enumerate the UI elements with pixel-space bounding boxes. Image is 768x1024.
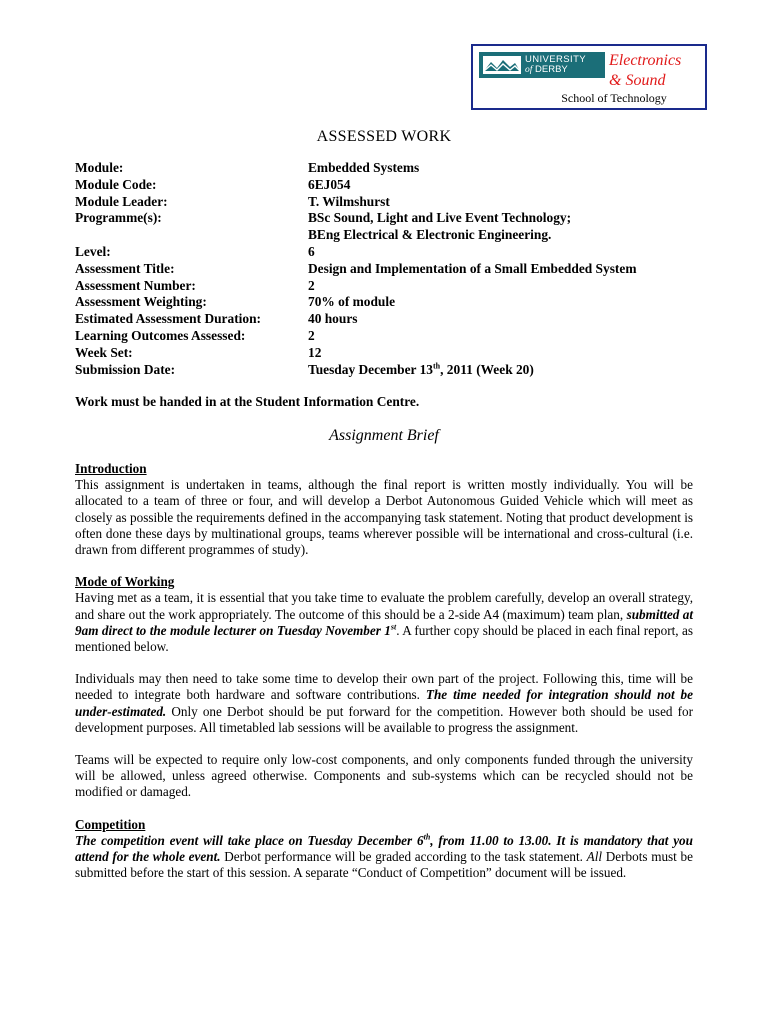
dept-line2: & Sound bbox=[609, 72, 666, 89]
meta-label: Assessment Title: bbox=[75, 260, 175, 276]
meta-row-submission-date bbox=[75, 362, 715, 379]
meta-label: Module Leader: bbox=[75, 193, 168, 209]
meta-row-learning-outcomes bbox=[75, 328, 715, 345]
text-run: . A further copy should be placed in each final report, as mentioned below. bbox=[75, 622, 693, 655]
emphasis-text: The time needed for integration should not be under-estimated. bbox=[75, 687, 693, 719]
paragraph bbox=[75, 590, 693, 655]
meta-value bbox=[308, 362, 715, 379]
meta-row-assessment-weighting bbox=[75, 294, 715, 311]
submission-date-text: Tuesday December 13 bbox=[308, 361, 433, 377]
module-details bbox=[75, 160, 715, 378]
paragraph: This assignment is undertaken in teams, although the final report is written mostly individually. You will be allocated to a team of three or four, and will develop a Derbot Autonomous Guided Vehicle which will meet as closely as possible the requirements defined in the accompanying task statement. Noting that product development is often done these days by multinational groups, teams wherever possible will be international and cross-cultural (i.e. drawn from different programmes of study). bbox=[75, 477, 693, 558]
meta-value: 12 bbox=[308, 344, 322, 360]
meta-label: Module Code: bbox=[75, 176, 157, 192]
university-line1: UNIVERSITY bbox=[525, 54, 587, 65]
emphasis-text: submitted at 9am direct to the module lecturer on Tuesday November 1 bbox=[75, 606, 693, 638]
section-components bbox=[75, 752, 693, 801]
university-logo bbox=[479, 52, 605, 78]
meta-row-level bbox=[75, 244, 715, 261]
assignment-brief-title: Assignment Brief bbox=[329, 427, 439, 444]
meta-value: BSc Sound, Light and Live Event Technology; bbox=[308, 210, 572, 226]
paragraph: Teams will be expected to require only low-cost components, and only components funded through the university will be allowed, unless agreed otherwise. Components and sub-systems which can be recycled should not be modified or damaged. bbox=[75, 752, 693, 800]
header-logo-box bbox=[471, 44, 707, 110]
paragraph bbox=[75, 833, 693, 882]
school-name: School of Technology bbox=[561, 91, 667, 105]
text-run: Derbots must be submitted before the start of this session. A separate “Conduct of Competition” document will be issued. bbox=[75, 849, 693, 881]
meta-row-module bbox=[75, 160, 715, 177]
section-heading: Mode of Working bbox=[75, 574, 175, 590]
meta-label: Assessment Number: bbox=[75, 277, 196, 293]
university-wordmark bbox=[525, 55, 586, 75]
university-of: of bbox=[525, 65, 533, 75]
meta-label: Learning Outcomes Assessed: bbox=[75, 327, 246, 343]
section-heading: Introduction bbox=[75, 461, 147, 476]
section-integration bbox=[75, 671, 693, 736]
department-name bbox=[609, 51, 701, 91]
university-line2 bbox=[525, 65, 586, 75]
derby-mountain-icon bbox=[483, 56, 521, 74]
emphasis-text: All bbox=[586, 849, 603, 865]
section-mode-of-working bbox=[75, 574, 693, 655]
page-title: ASSESSED WORK bbox=[316, 128, 452, 145]
emphasis-text: , from 11.00 to 13.00. It is mandatory that you attend for the whole event. bbox=[75, 832, 693, 865]
submission-date-year: , 2011 (Week 20) bbox=[440, 361, 534, 377]
meta-value: 2 bbox=[308, 277, 315, 293]
meta-row-duration bbox=[75, 311, 715, 328]
meta-row-assessment-title bbox=[75, 261, 715, 278]
meta-label: Level: bbox=[75, 243, 111, 259]
meta-row-programmes-cont bbox=[75, 227, 715, 244]
brief-body bbox=[75, 461, 693, 897]
university-derby: DERBY bbox=[535, 64, 568, 75]
meta-row-module-code bbox=[75, 177, 715, 194]
meta-value: 6 bbox=[308, 243, 315, 259]
meta-label: Assessment Weighting: bbox=[75, 294, 207, 310]
emphasis-text: The competition event will take place on Tuesday December 6 bbox=[75, 832, 424, 848]
paragraph bbox=[75, 671, 693, 736]
meta-value: 40 hours bbox=[308, 311, 358, 327]
meta-row-week-set bbox=[75, 345, 715, 362]
text-run: Derbot performance will be graded according to the task statement. bbox=[220, 849, 587, 865]
meta-label: Module: bbox=[75, 160, 124, 175]
meta-value: Embedded Systems bbox=[308, 160, 420, 175]
handin-notice: Work must be handed in at the Student Information Centre. bbox=[75, 394, 420, 409]
text-run: Individuals may then need to take some time to develop their own part of the project. Following this, time will be needed to integrate both hardware and software contributions. bbox=[75, 671, 693, 703]
meta-row-assessment-number bbox=[75, 278, 715, 295]
meta-label: Week Set: bbox=[75, 344, 133, 360]
meta-value: 70% of module bbox=[308, 294, 396, 310]
meta-row-programmes bbox=[75, 210, 715, 227]
meta-label: Programme(s): bbox=[75, 210, 162, 226]
meta-row-module-leader bbox=[75, 194, 715, 211]
ordinal-suffix: th bbox=[432, 361, 441, 371]
ordinal-suffix: th bbox=[423, 832, 431, 842]
section-competition bbox=[75, 817, 693, 882]
meta-value: T. Wilmshurst bbox=[308, 193, 390, 209]
section-introduction bbox=[75, 461, 693, 558]
text-run: Having met as a team, it is essential that you take time to evaluate the problem carefully, develop an overall strategy, and share out the work appropriately. The outcome of this should be a 2-side A4 (maximum) team plan, bbox=[75, 590, 693, 622]
meta-value: 2 bbox=[308, 327, 315, 343]
text-run: Only one Derbot should be put forward for the competition. However both should be used for development purposes. All timetabled lab sessions will be available to progress the assignment. bbox=[75, 703, 693, 735]
dept-line1: Electronics bbox=[609, 52, 682, 69]
meta-value: BEng Electrical & Electronic Engineering. bbox=[308, 227, 552, 243]
ordinal-suffix: st bbox=[390, 622, 397, 632]
meta-value: 6EJ054 bbox=[308, 176, 351, 192]
meta-value: Design and Implementation of a Small Embedded System bbox=[308, 260, 637, 276]
meta-label: Submission Date: bbox=[75, 361, 176, 377]
section-heading: Competition bbox=[75, 816, 146, 832]
meta-label: Estimated Assessment Duration: bbox=[75, 311, 261, 327]
meta-label bbox=[75, 227, 308, 244]
